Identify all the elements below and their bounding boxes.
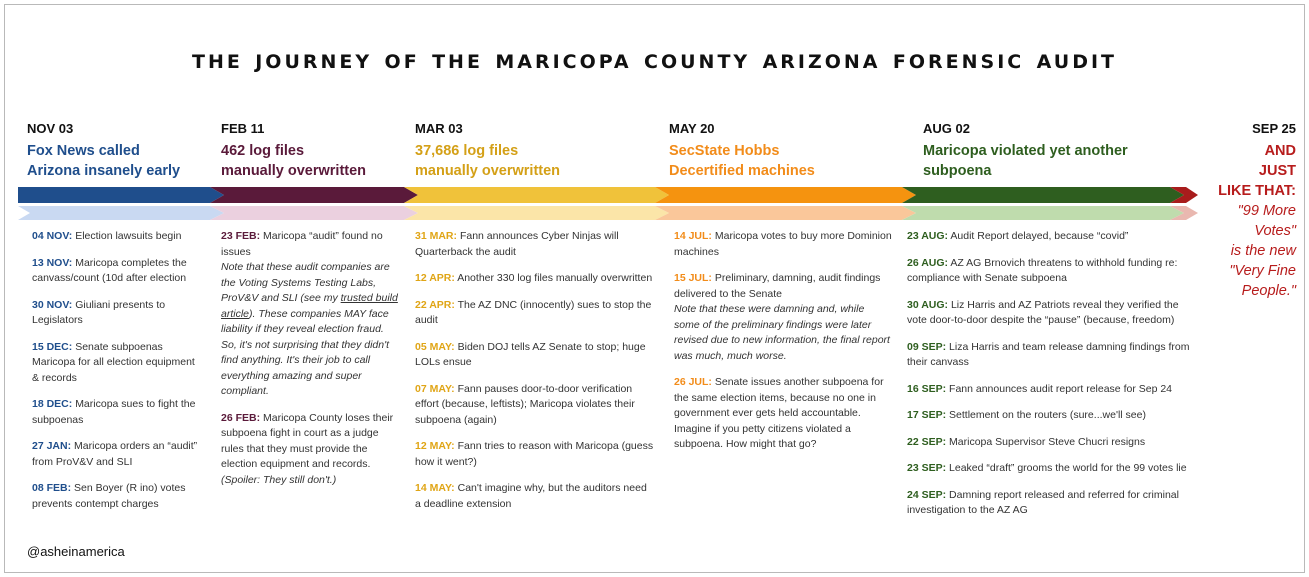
event-item xyxy=(32,439,202,470)
event-item xyxy=(907,488,1197,519)
event-item xyxy=(415,229,655,260)
event-text: Fann announces audit report release for Sep 24 xyxy=(949,382,1173,395)
event-item xyxy=(32,298,202,329)
event-date: 26 FEB: xyxy=(221,411,261,424)
event-item xyxy=(674,375,892,453)
sep-quote: is the new xyxy=(1230,243,1296,259)
event-date: 14 JUL: xyxy=(674,230,712,242)
event-text: Maricopa “audit” found no issues xyxy=(221,230,383,258)
event-text: Can't imagine why, but the auditors need a deadline extension xyxy=(415,482,647,510)
event-text: Liz Harris and AZ Patriots reveal they verified the vote door-to-door despite the “pause” (because, freedom) xyxy=(907,298,1179,326)
event-date: 08 FEB: xyxy=(32,482,72,494)
sep-headline: JUST xyxy=(1258,163,1296,179)
events-col-aug xyxy=(907,229,1197,530)
milestone-feb xyxy=(221,121,411,181)
milestone-line: 37,686 log files xyxy=(415,143,519,159)
events-col-nov xyxy=(32,229,202,523)
arrow-light-aug xyxy=(902,206,1184,220)
arrow-light-nov xyxy=(18,206,224,220)
sep-headline: LIKE THAT: xyxy=(1218,183,1296,199)
sep-quote: Votes" xyxy=(1254,223,1296,239)
event-item xyxy=(907,256,1197,287)
event-item xyxy=(907,382,1197,398)
event-text: Liza Harris and team release damning findings from their canvass xyxy=(907,340,1190,368)
milestone-date: MAY 20 xyxy=(669,121,715,136)
event-text: Fann pauses door-to-door verification effort (because, leftists); Maricopa violates their subpoena (again) xyxy=(415,382,635,426)
event-text: AZ AG Brnovich threatens to withhold funding re: compliance with Senate subpoena xyxy=(907,256,1178,284)
event-text: Maricopa County loses their subpoena fight in court as a judge rules that they must provide the election equipment and records. xyxy=(221,411,394,470)
event-date: 16 SEP: xyxy=(907,382,947,395)
milestone-line: subpoena xyxy=(923,163,992,179)
event-text: Damning report released and referred for criminal investigation to the AZ AG xyxy=(907,488,1179,516)
event-item xyxy=(674,229,892,260)
event-text: Preliminary, damning, audit findings delivered to the Senate xyxy=(674,272,881,300)
event-item xyxy=(32,397,202,428)
page-title: the journey of the maricopa county arizona forensic audit xyxy=(192,44,1117,75)
event-item xyxy=(221,411,399,473)
milestone-line: SecState Hobbs xyxy=(669,143,780,159)
arrow-light-mar xyxy=(404,206,669,220)
event-item xyxy=(907,340,1197,371)
event-date: 31 MAR: xyxy=(415,230,458,242)
arrow-may xyxy=(655,187,916,203)
sep-headline: AND xyxy=(1264,143,1296,159)
event-text: Senate issues another subpoena for the same election items, because no one in government ever gets held accountable. Imagine if you petty citizens violated a subpoena. How might that go? xyxy=(674,376,884,450)
event-date: 14 MAY: xyxy=(415,482,455,494)
event-date: 12 APR: xyxy=(415,272,455,284)
event-date: 23 FEB: xyxy=(221,230,261,242)
event-text: Another 330 log files manually overwritten xyxy=(457,272,653,284)
event-text: The AZ DNC (innocently) sues to stop the audit xyxy=(415,298,652,326)
milestone-mar xyxy=(415,121,655,181)
event-date: 09 SEP: xyxy=(907,340,947,353)
milestone-line: Arizona insanely early xyxy=(27,163,181,179)
milestone-line: Maricopa violated yet another xyxy=(923,143,1128,159)
event-date: 23 AUG: xyxy=(907,230,949,242)
event-date: 30 AUG: xyxy=(907,298,949,311)
event-date: 15 JUL: xyxy=(674,272,712,284)
event-text: Sen Boyer (R ino) votes prevents contempt charges xyxy=(32,482,186,510)
event-item xyxy=(32,481,202,512)
event-date: 13 NOV: xyxy=(32,256,73,269)
event-item xyxy=(415,481,655,512)
event-item xyxy=(415,382,655,429)
events-col-may xyxy=(674,229,892,464)
milestone-date: MAR 03 xyxy=(415,121,463,136)
event-item xyxy=(907,435,1197,451)
milestone-date: NOV 03 xyxy=(27,121,74,136)
event-text: Maricopa votes to buy more Dominion machines xyxy=(674,230,892,258)
event-text: Maricopa sues to fight the subpoenas xyxy=(32,398,196,426)
event-text: Election lawsuits begin xyxy=(75,230,182,242)
event-text: Biden DOJ tells AZ Senate to stop; huge LOLs ensue xyxy=(415,340,646,368)
event-item xyxy=(674,271,892,302)
milestone-nov xyxy=(27,121,217,181)
arrow-light-may xyxy=(655,206,916,220)
event-item xyxy=(415,298,655,329)
event-item xyxy=(907,298,1197,329)
milestone-line: manually overwritten xyxy=(415,163,561,179)
event-note: Note that these were damning and, while some of the preliminary findings were later revised due to new information, the final report was much, much worse. xyxy=(674,303,890,362)
event-date: 15 DEC: xyxy=(32,340,73,353)
milestone-line: Fox News called xyxy=(27,143,140,159)
event-date: 05 MAY: xyxy=(415,340,455,353)
arrow-light-feb xyxy=(210,206,418,220)
event-date: 12 MAY: xyxy=(415,440,455,452)
event-note: Note that these audit companies are the Voting Systems Testing Labs, ProV&V and SLI (see my trusted build article). These companies MAY face liability if they reveal election fraud. So, it's not surprising that they didn't find anything. It's their job to call everything amazing and super compliant. xyxy=(221,261,398,397)
milestone-aug xyxy=(923,121,1183,181)
event-date: 17 SEP: xyxy=(907,409,947,421)
milestone-line: manually overwritten xyxy=(221,163,367,179)
arrow-feb xyxy=(210,187,418,203)
event-text: Senate subpoenas Maricopa for all election equipment & records xyxy=(32,340,195,384)
event-item xyxy=(907,461,1197,477)
event-date: 26 AUG: xyxy=(907,256,949,269)
event-text: Maricopa orders an “audit” from ProV&V and SLI xyxy=(32,440,198,468)
event-date: 27 JAN: xyxy=(32,440,72,452)
event-date: 22 APR: xyxy=(415,298,455,311)
event-text: Leaked “draft” grooms the world for the 99 votes lie xyxy=(949,462,1187,474)
event-date: 23 SEP: xyxy=(907,462,947,474)
sep-quote: "99 More xyxy=(1237,203,1296,219)
event-item xyxy=(415,340,655,371)
event-item xyxy=(415,271,655,287)
event-item xyxy=(907,229,1197,245)
arrow-nov xyxy=(18,187,224,203)
milestone-date: AUG 02 xyxy=(923,121,970,136)
sep-quote: People." xyxy=(1241,283,1296,299)
event-item xyxy=(907,408,1197,424)
event-text: Audit Report delayed, because “covid” xyxy=(950,230,1129,242)
event-text: Giuliani presents to Legislators xyxy=(32,298,166,326)
event-text: Fann tries to reason with Maricopa (guess how it went?) xyxy=(415,440,654,468)
event-text: Maricopa completes the canvass/count (10d after election xyxy=(32,256,187,284)
event-text: Settlement on the routers (sure...we'll see) xyxy=(949,409,1146,421)
event-date: 24 SEP: xyxy=(907,488,947,501)
event-date: 07 MAY: xyxy=(415,382,455,395)
milestone-line: Decertified machines xyxy=(669,163,815,179)
event-item xyxy=(32,340,202,387)
milestone-line: 462 log files xyxy=(221,143,305,159)
event-item xyxy=(221,229,399,260)
event-text: Maricopa Supervisor Steve Chucri resigns xyxy=(949,435,1146,448)
events-col-mar xyxy=(415,229,655,523)
milestone-may xyxy=(669,121,899,181)
author-credit: @asheinamerica xyxy=(27,544,125,559)
milestone-date: SEP 25 xyxy=(1252,121,1296,136)
event-date: 26 JUL: xyxy=(674,376,712,388)
event-date: 18 DEC: xyxy=(32,398,73,410)
sep-quote: "Very Fine xyxy=(1229,263,1296,279)
timeline-band xyxy=(0,185,1309,221)
event-note: (Spoiler: They still don't.) xyxy=(221,473,337,486)
event-date: 04 NOV: xyxy=(32,230,73,242)
event-item xyxy=(415,439,655,470)
trusted-build-link[interactable]: trusted build article xyxy=(221,292,398,320)
event-item xyxy=(32,256,202,287)
event-item xyxy=(32,229,202,245)
event-date: 30 NOV: xyxy=(32,298,73,311)
events-col-feb xyxy=(221,229,399,488)
arrow-aug xyxy=(902,187,1184,203)
milestone-date: FEB 11 xyxy=(221,121,265,136)
event-date: 22 SEP: xyxy=(907,435,947,448)
arrow-mar xyxy=(404,187,669,203)
event-text: Fann announces Cyber Ninjas will Quarterback the audit xyxy=(415,230,619,258)
